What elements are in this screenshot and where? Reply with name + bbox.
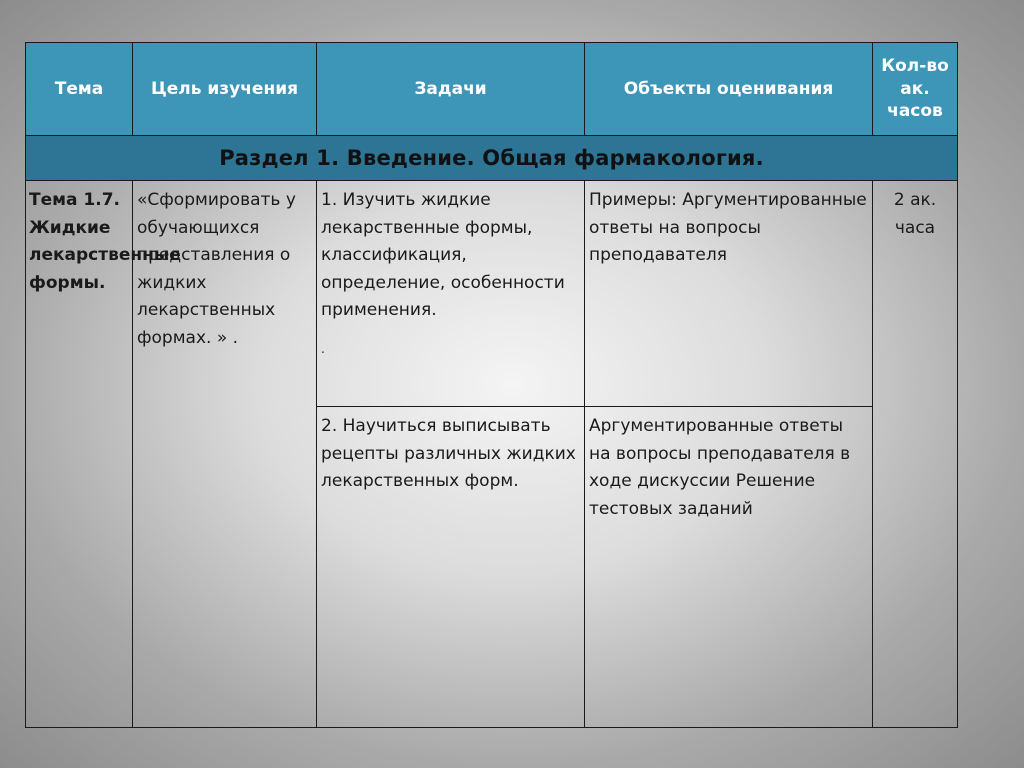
task1-dot: . <box>321 341 325 356</box>
topic-text: Тема 1.7. Жидкие лекарственные формы. <box>29 190 181 293</box>
header-row <box>26 43 958 136</box>
hours-text: 2 ак. часа <box>893 190 937 238</box>
table-row <box>26 181 958 407</box>
header-hours: Кол-во ак. часов <box>873 43 958 136</box>
header-goal: Цель изучения <box>133 43 317 136</box>
objects1-text: Примеры: Аргументированные ответы на вопросы преподавателя <box>589 190 867 266</box>
objects1-cell <box>585 181 873 407</box>
objects2-cell <box>585 407 873 728</box>
objects2-text: Аргументированные ответы на вопросы преподавателя в ходе дискуссии Решение тестовых заданий <box>589 416 851 519</box>
goal-cell <box>133 181 317 728</box>
section-row <box>26 136 958 181</box>
task2-cell <box>317 407 585 728</box>
task1-text: 1. Изучить жидкие лекарственные формы, классификация, определение, особенности применения. <box>321 190 565 321</box>
header-topic: Тема <box>26 43 133 136</box>
task1-cell <box>317 181 585 407</box>
header-objects: Объекты оценивания <box>585 43 873 136</box>
goal-text: «Сформировать у обучающихся представления о жидких лекарственных формах. » . <box>137 190 296 348</box>
topic-cell <box>26 181 181 728</box>
section-title: Раздел 1. Введение. Общая фармакология. <box>26 136 958 181</box>
header-tasks: Задачи <box>317 43 585 136</box>
hours-cell <box>873 181 958 728</box>
curriculum-table <box>25 42 958 728</box>
task2-text: 2. Научиться выписывать рецепты различных жидких лекарственных форм. <box>321 416 576 492</box>
